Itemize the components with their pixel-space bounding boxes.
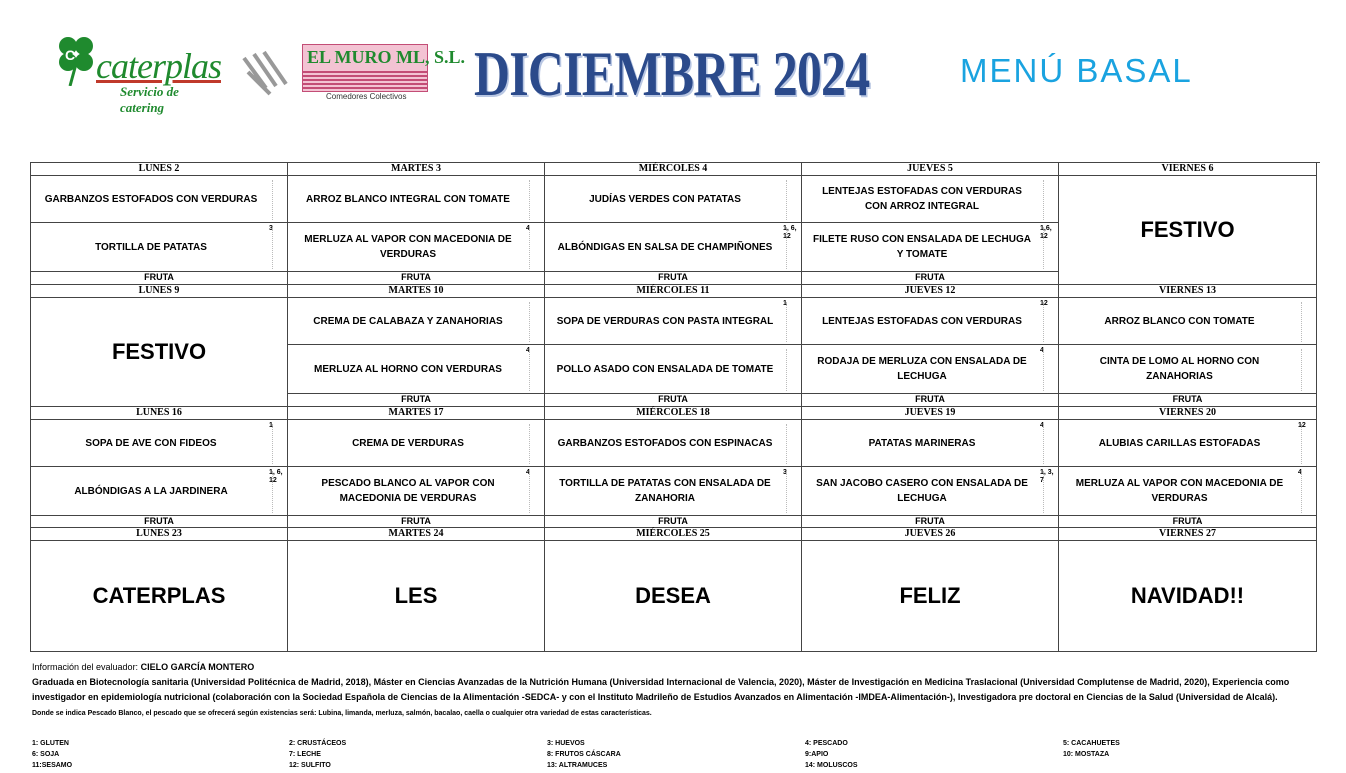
first-course: [1059, 298, 1316, 345]
first-course: [545, 176, 801, 223]
allergen-codes: 12: [1298, 422, 1306, 429]
first-course: [31, 176, 287, 223]
dish-name: RODAJA DE MERLUZA CON ENSALADA DE LECHUGA: [817, 356, 1027, 382]
allergen-codes: 1: [783, 300, 787, 307]
logo2-stripes: [303, 71, 427, 89]
allergen-codes: 4: [526, 225, 530, 232]
allergen-legend-item: 3: HUEVOS: [547, 740, 585, 747]
allergen-legend-item: 12: SULFITO: [289, 762, 331, 769]
el-muro-logo: [240, 42, 466, 104]
dish-name: PESCADO BLANCO AL VAPOR CON MACEDONIA DE VERDURAS: [321, 478, 495, 504]
day-header: LUNES 9: [31, 285, 287, 298]
second-course: [802, 223, 1058, 272]
first-course: [802, 176, 1058, 223]
day-header: JUEVES 26: [802, 528, 1058, 541]
day-header: VIERNES 27: [1059, 528, 1316, 541]
first-course: [545, 420, 801, 467]
day-cell: [545, 528, 802, 652]
day-cell: [288, 285, 545, 407]
dessert-fruit: FRUTA: [401, 272, 431, 282]
allergen-codes: 4: [1040, 422, 1044, 429]
dish-name: CREMA DE CALABAZA Y ZANAHORIAS: [313, 315, 503, 327]
allergen-codes: 4: [1298, 469, 1302, 476]
dish-name: JUDÍAS VERDES CON PATATAS: [589, 193, 741, 205]
day-header: MARTES 3: [288, 163, 544, 176]
christmas-message: NAVIDAD!!: [1130, 583, 1245, 608]
allergen-codes: 1,6, 12: [1040, 225, 1052, 240]
dessert-fruit: FRUTA: [658, 516, 688, 526]
day-cell: [1059, 407, 1317, 528]
allergen-codes: 12: [1040, 300, 1048, 307]
first-course: [802, 298, 1058, 345]
day-cell: [545, 285, 802, 407]
day-header: LUNES 2: [31, 163, 287, 176]
dish-name: SOPA DE VERDURAS CON PASTA INTEGRAL: [556, 315, 774, 327]
allergen-codes: 1: [269, 422, 273, 429]
dish-name: SAN JACOBO CASERO CON ENSALADA DE LECHUGA: [816, 478, 1028, 504]
second-course: [31, 467, 287, 516]
day-cell: [802, 407, 1059, 528]
day-cell: [545, 407, 802, 528]
first-course: [31, 420, 287, 467]
dish-name: MERLUZA AL VAPOR CON MACEDONIA DE VERDURAS: [304, 234, 512, 260]
dessert-fruit: FRUTA: [658, 394, 688, 404]
day-cell: [31, 163, 288, 285]
day-cell: [1059, 163, 1317, 285]
day-header: VIERNES 13: [1059, 285, 1316, 298]
second-course: [545, 467, 801, 516]
caterplas-logo: [52, 34, 224, 115]
day-cell: [31, 285, 288, 407]
day-cell: [288, 528, 545, 652]
svg-text:C: C: [65, 47, 76, 63]
day-cell: [288, 407, 545, 528]
day-cell: [31, 528, 288, 652]
logo1-tagline: Servicio de catering: [120, 84, 179, 115]
el-muro-mark-icon: [240, 48, 298, 98]
dessert-fruit: FRUTA: [658, 272, 688, 282]
allergen-legend-item: 11:SESAMO: [32, 762, 73, 769]
logo2-name: EL MURO ML, S.L.: [307, 47, 466, 67]
week-row: [31, 285, 1320, 407]
second-course: [288, 345, 544, 394]
allergen-codes: 1, 6, 12: [783, 225, 797, 240]
allergen-legend: [32, 738, 1322, 771]
christmas-message: DESEA: [635, 583, 711, 608]
day-header: JUEVES 12: [802, 285, 1058, 298]
second-course: [288, 467, 544, 516]
dessert-fruit: FRUTA: [1172, 516, 1203, 526]
dish-name: GARBANZOS ESTOFADOS CON VERDURAS: [44, 193, 258, 205]
day-header: MARTES 24: [288, 528, 544, 541]
allergen-codes: 3: [783, 469, 787, 476]
dessert-fruit: FRUTA: [401, 516, 431, 526]
dish-name: FILETE RUSO CON ENSALADA DE LECHUGA Y TOMATE: [813, 234, 1031, 260]
dish-name: ARROZ BLANCO CON TOMATE: [1104, 315, 1255, 327]
day-cell: [288, 163, 545, 285]
second-course: [1059, 467, 1316, 516]
christmas-message: CATERPLAS: [92, 583, 226, 608]
allergen-legend-item: 7: LECHE: [289, 751, 321, 758]
day-header: JUEVES 19: [802, 407, 1058, 420]
white-fish-note: Donde se indica Pescado Blanco, el pescado que se ofrecerá según existencias será: Lubina, limanda, merluza, salmón, bacalao, caella o cualquier otra variedad de estas características.: [32, 710, 652, 717]
dish-name: TORTILLA DE PATATAS CON ENSALADA DE ZANAHORIA: [559, 478, 771, 504]
dish-name: MERLUZA AL HORNO CON VERDURAS: [314, 363, 502, 375]
allergen-legend-item: 9:APIO: [805, 751, 829, 758]
dish-name: ALUBIAS CARILLAS ESTOFADAS: [1098, 437, 1261, 449]
dish-name: POLLO ASADO CON ENSALADA DE TOMATE: [556, 363, 774, 375]
allergen-legend-item: 10: MOSTAZA: [1063, 751, 1110, 758]
day-header: MIÉRCOLES 18: [545, 407, 801, 420]
dessert-fruit: FRUTA: [915, 516, 945, 526]
logo2-brand: [302, 44, 466, 92]
day-cell: [802, 285, 1059, 407]
dish-name: SOPA DE AVE CON FIDEOS: [85, 437, 217, 449]
day-header: VIERNES 20: [1059, 407, 1316, 420]
evaluator-info: [32, 660, 1322, 719]
evaluator-credentials: Graduada en Biotecnología sanitaria (Universidad Politécnica de Madrid, 2018), Máster en Ciencias Avanzadas de la Nutrición Humana (Universidad Internacional de Valencia, 2020), Máster de Investigación en Medicina Traslacional (Universidad Complutense de Madrid, 2020), Experiencia como investigador en epidemiología nutricional (colaboración con la Sociedad Española de Ciencias de la Alimentación -SEDCA- y con el Instituto Madrileño de Estudios Avanzados en Alimentación -IMDEA-Alimentación-), Investigadora pre doctoral en Ciencias de la Salud (Universidad de Alcalá).: [32, 677, 1290, 702]
second-course: [545, 223, 801, 272]
dish-name: TORTILLA DE PATATAS: [95, 241, 207, 253]
day-cell: [545, 163, 802, 285]
first-course: [288, 298, 544, 345]
menu-grid: [30, 162, 1320, 652]
allergen-codes: 4: [1040, 347, 1044, 354]
day-header: VIERNES 6: [1059, 163, 1316, 176]
second-course: [31, 223, 287, 272]
day-header: LUNES 23: [31, 528, 287, 541]
logo2-tagline: Comedores Colectivos: [326, 92, 407, 101]
dish-name: MERLUZA AL VAPOR CON MACEDONIA DE VERDURAS: [1075, 478, 1284, 504]
first-course: [1059, 420, 1316, 467]
clover-icon: [56, 34, 96, 86]
day-cell: [1059, 528, 1317, 652]
second-course: [1059, 345, 1316, 394]
dish-name: LENTEJAS ESTOFADAS CON VERDURAS CON ARROZ INTEGRAL: [822, 186, 1022, 212]
allergen-codes: 3: [269, 225, 273, 232]
allergen-legend-item: 5: CACAHUETES: [1063, 740, 1120, 747]
festivo-label: FESTIVO: [1140, 217, 1235, 242]
dessert-fruit: FRUTA: [144, 516, 174, 526]
first-course: [288, 420, 544, 467]
second-course: [545, 345, 801, 394]
allergen-codes: 4: [526, 469, 530, 476]
second-course: [802, 467, 1058, 516]
allergen-codes: 4: [526, 347, 530, 354]
dish-name: PATATAS MARINERAS: [868, 437, 976, 449]
dessert-fruit: FRUTA: [401, 394, 431, 404]
dessert-fruit: FRUTA: [144, 272, 174, 282]
day-cell: [31, 407, 288, 528]
first-course: [802, 420, 1058, 467]
day-header: MARTES 10: [288, 285, 544, 298]
allergen-legend-item: 2: CRUSTÁCEOS: [289, 740, 347, 747]
allergen-legend-item: 13: ALTRAMUCES: [547, 762, 608, 769]
day-header: LUNES 16: [31, 407, 287, 420]
dish-name: ALBÓNDIGAS A LA JARDINERA: [74, 485, 228, 497]
allergen-legend-item: 4: PESCADO: [805, 740, 848, 747]
day-header: JUEVES 5: [802, 163, 1058, 176]
allergen-legend-item: 1: GLUTEN: [32, 740, 69, 747]
allergen-codes: 1, 3, 7: [1040, 469, 1054, 484]
dish-name: ARROZ BLANCO INTEGRAL CON TOMATE: [306, 193, 510, 205]
week-row: [31, 407, 1320, 528]
festivo-label: FESTIVO: [111, 339, 207, 364]
page-subtitle: MENÚ BASAL: [960, 52, 1193, 89]
week-row: [31, 528, 1320, 652]
first-course: [545, 298, 801, 345]
dessert-fruit: FRUTA: [915, 394, 945, 404]
first-course: [288, 176, 544, 223]
day-header: MIÉRCOLES 4: [545, 163, 801, 176]
dish-name: CINTA DE LOMO AL HORNO CON ZANAHORIAS: [1099, 356, 1260, 382]
day-cell: [1059, 285, 1317, 407]
dish-name: GARBANZOS ESTOFADOS CON ESPINACAS: [557, 437, 773, 449]
dessert-fruit: FRUTA: [915, 272, 945, 282]
allergen-legend-item: [1063, 760, 1321, 771]
logo1-name: caterplas: [96, 46, 221, 86]
day-cell: [802, 163, 1059, 285]
allergen-legend-item: 6: SOJA: [32, 751, 60, 758]
dish-name: CREMA DE VERDURAS: [352, 437, 464, 449]
day-header: MIÉRCOLES 25: [545, 528, 801, 541]
allergen-legend-item: 8: FRUTOS CÁSCARA: [547, 751, 621, 758]
page-title: DICIEMBRE 2024: [474, 38, 870, 109]
second-course: [288, 223, 544, 272]
dish-name: LENTEJAS ESTOFADAS CON VERDURAS: [822, 315, 1022, 327]
day-header: MIÉRCOLES 11: [545, 285, 801, 298]
christmas-message: LES: [394, 583, 438, 608]
evaluator-label: Información del evaluador:: [32, 662, 139, 672]
dish-name: ALBÓNDIGAS EN SALSA DE CHAMPIÑONES: [557, 241, 773, 253]
allergen-codes: 1, 6, 12: [269, 469, 283, 484]
day-cell: [802, 528, 1059, 652]
allergen-legend-item: 14: MOLUSCOS: [805, 762, 858, 769]
week-row: [31, 163, 1320, 285]
second-course: [802, 345, 1058, 394]
day-header: MARTES 17: [288, 407, 544, 420]
dessert-fruit: FRUTA: [1172, 394, 1203, 404]
evaluator-name: CIELO GARCÍA MONTERO: [140, 662, 255, 672]
christmas-message: FELIZ: [899, 583, 961, 608]
